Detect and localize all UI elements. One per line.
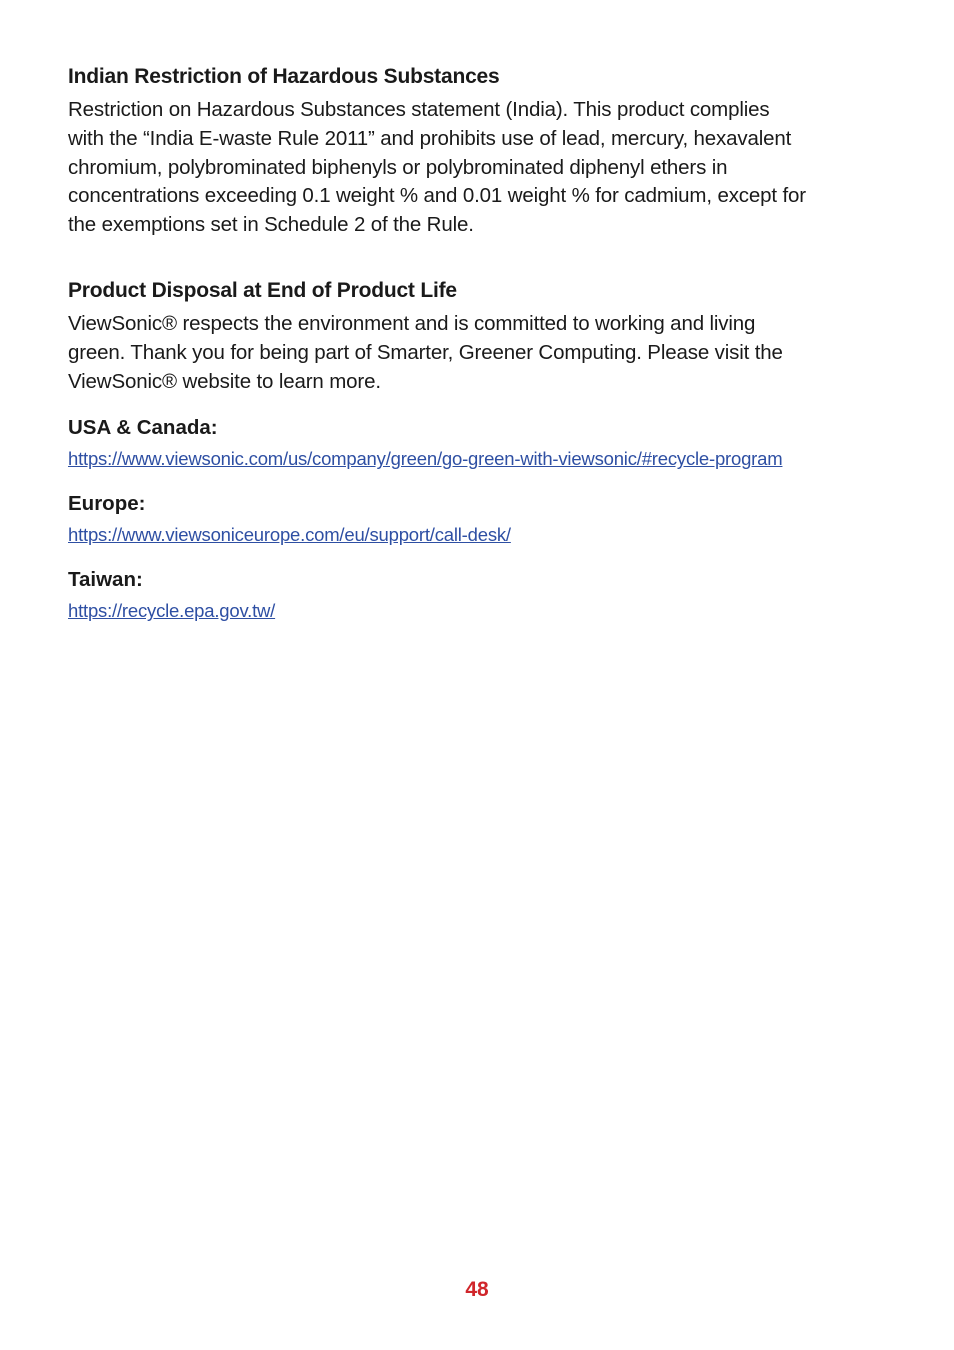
region-label-taiwan: Taiwan: bbox=[68, 568, 143, 592]
recycle-link-europe[interactable]: https://www.viewsoniceurope.com/eu/support/call-desk/ bbox=[68, 524, 511, 546]
recycle-link-taiwan[interactable]: https://recycle.epa.gov.tw/ bbox=[68, 600, 276, 622]
region-taiwan bbox=[68, 566, 888, 624]
india-rohs-section bbox=[68, 62, 888, 240]
region-europe bbox=[68, 490, 888, 548]
paragraph-line: the exemptions set in Schedule 2 of the Rule. bbox=[68, 213, 474, 237]
section-title-india-rohs: Indian Restriction of Hazardous Substances bbox=[68, 65, 500, 88]
product-disposal-paragraph bbox=[68, 310, 888, 396]
recycle-link-usa-canada[interactable]: https://www.viewsonic.com/us/company/green/go-green-with-viewsonic/#recycle-program bbox=[68, 448, 783, 470]
paragraph-line: concentrations exceeding 0.1 weight % and 0.01 weight % for cadmium, except for bbox=[68, 184, 806, 208]
paragraph-line: green. Thank you for being part of Smarter, Greener Computing. Please visit the bbox=[68, 340, 783, 364]
section-spacer bbox=[68, 240, 888, 276]
region-label-usa-canada: USA & Canada: bbox=[68, 416, 218, 440]
region-usa-canada bbox=[68, 414, 888, 472]
india-rohs-paragraph bbox=[68, 96, 888, 240]
product-disposal-section bbox=[68, 276, 888, 624]
paragraph-line: chromium, polybrominated biphenyls or polybrominated diphenyl ethers in bbox=[68, 155, 728, 179]
paragraph-line: ViewSonic® website to learn more. bbox=[68, 369, 381, 393]
paragraph-line: Restriction on Hazardous Substances statement (India). This product complies bbox=[68, 98, 770, 121]
region-label-europe: Europe: bbox=[68, 492, 146, 516]
paragraph-line: ViewSonic® respects the environment and is committed to working and living bbox=[68, 311, 756, 335]
page-number: 48 bbox=[465, 1278, 489, 1301]
document-body bbox=[68, 62, 888, 624]
paragraph-line: with the “India E-waste Rule 2011” and prohibits use of lead, mercury, hexavalent bbox=[68, 126, 792, 150]
section-title-product-disposal: Product Disposal at End of Product Life bbox=[68, 278, 457, 302]
